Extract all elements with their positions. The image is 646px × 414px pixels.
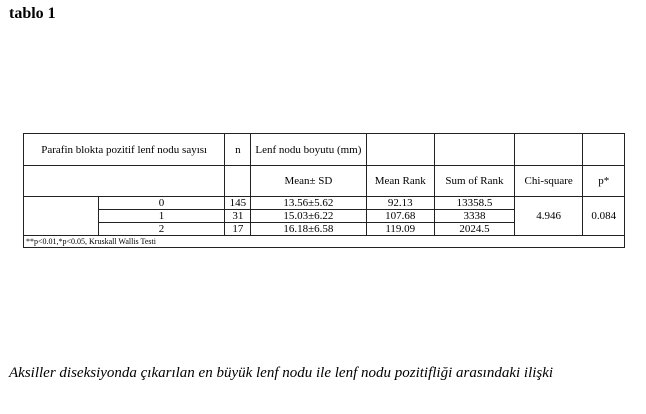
cell-n: 31	[225, 210, 251, 223]
header-empty	[24, 166, 225, 197]
header-n: n	[225, 134, 251, 166]
table-row	[24, 197, 625, 210]
cell-mean-sd: 15.03±6.22	[251, 210, 366, 223]
page-heading: tablo 1	[9, 5, 56, 22]
cell-sum-of-rank: 13358.5	[435, 197, 515, 210]
cell-n: 17	[225, 223, 251, 236]
results-table	[23, 133, 625, 248]
cell-p: 0.084	[583, 197, 625, 236]
cell-sum-of-rank: 3338	[435, 210, 515, 223]
header-row-1	[24, 134, 625, 166]
table-caption: Aksiller diseksiyonda çıkarılan en büyük lenf nodu ile lenf nodu pozitifliği arasındaki ilişki	[9, 365, 554, 381]
cell-n: 145	[225, 197, 251, 210]
header-empty	[583, 134, 625, 166]
header-chi-square: Chi-square	[514, 166, 583, 197]
header-lenf-nodu-boyutu: Lenf nodu boyutu (mm)	[251, 134, 366, 166]
header-p: p*	[583, 166, 625, 197]
cell-mean-sd: 16.18±6.58	[251, 223, 366, 236]
cell-group: 2	[98, 223, 225, 236]
row-group-label-empty	[24, 197, 99, 236]
cell-chi-square: 4.946	[514, 197, 583, 236]
header-sum-of-rank: Sum of Rank	[435, 166, 515, 197]
header-empty	[435, 134, 515, 166]
note-row	[24, 236, 625, 248]
cell-mean-rank: 119.09	[366, 223, 435, 236]
cell-mean-sd: 13.56±5.62	[251, 197, 366, 210]
header-mean-rank: Mean Rank	[366, 166, 435, 197]
cell-sum-of-rank: 2024.5	[435, 223, 515, 236]
cell-mean-rank: 107.68	[366, 210, 435, 223]
header-empty	[514, 134, 583, 166]
cell-group: 1	[98, 210, 225, 223]
header-parafin: Parafin blokta pozitif lenf nodu sayısı	[24, 134, 225, 166]
table-footnote: **p<0.01,*p<0.05, Kruskall Wallis Testi	[24, 236, 625, 248]
header-empty	[225, 166, 251, 197]
header-mean-sd: Mean± SD	[251, 166, 366, 197]
header-empty	[366, 134, 435, 166]
header-row-2	[24, 166, 625, 197]
cell-group: 0	[98, 197, 225, 210]
cell-mean-rank: 92.13	[366, 197, 435, 210]
